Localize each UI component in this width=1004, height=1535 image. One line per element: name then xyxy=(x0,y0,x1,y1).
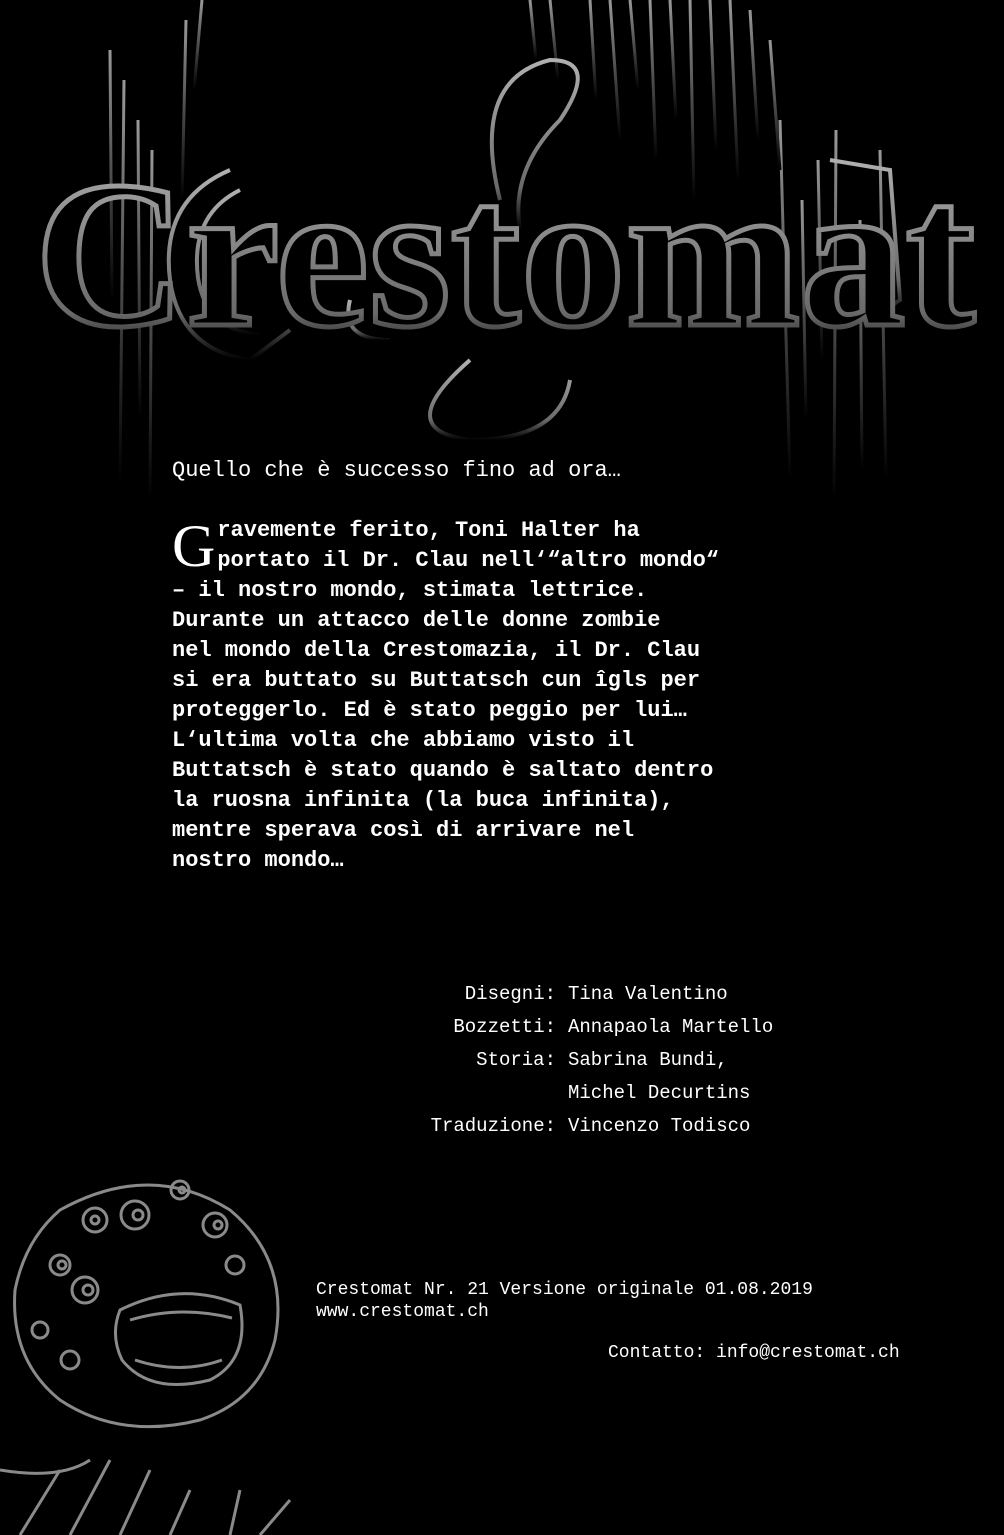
story-line: nostro mondo… xyxy=(172,848,344,873)
story-line: proteggerlo. Ed è stato peggio per lui… xyxy=(172,698,687,723)
website-link[interactable]: www.crestomat.ch xyxy=(316,1302,489,1322)
credit-name: Sabrina Bundi, xyxy=(568,1049,728,1071)
contact-email[interactable]: Contatto: info@crestomat.ch xyxy=(608,1343,900,1363)
credit-row xyxy=(400,1044,773,1077)
story-line: nel mondo della Crestomazia, il Dr. Clau xyxy=(172,638,701,663)
story-line: L‘ultima volta che abbiamo visto il xyxy=(172,728,635,753)
drop-cap: G xyxy=(172,513,216,579)
crestomat-logo xyxy=(34,0,976,510)
credit-role: Disegni: xyxy=(464,983,556,1005)
credit-row xyxy=(400,1077,773,1110)
credit-row xyxy=(400,1011,773,1044)
buttatsch-creature-illustration xyxy=(0,1170,300,1535)
credit-name: Annapaola Martello xyxy=(568,1016,774,1038)
credit-name: Michel Decurtins xyxy=(568,1082,751,1104)
story-line: – il nostro mondo, stimata lettrice. xyxy=(172,578,648,603)
credit-role xyxy=(400,1077,556,1110)
credit-role: Bozzetti: xyxy=(453,1016,556,1038)
story-line: Buttatsch è stato quando è saltato dentro xyxy=(172,758,714,783)
story-text xyxy=(172,513,812,876)
intro-heading: Quello che è successo fino ad ora… xyxy=(172,458,621,483)
credit-name: Vincenzo Todisco xyxy=(568,1115,751,1137)
edition-info xyxy=(316,1279,813,1323)
credit-role: Traduzione: xyxy=(430,1115,556,1137)
story-line: mentre sperava così di arrivare nel xyxy=(172,818,635,843)
story-line: ravemente ferito, Toni Halter ha xyxy=(217,518,640,543)
story-line: si era buttato su Buttatsch cun îgls per xyxy=(172,668,701,693)
story-line: la ruosna infinita (la buca infinita), xyxy=(172,788,674,813)
story-line: portato il Dr. Clau nell‘“altro mondo“ xyxy=(217,548,720,573)
credit-row xyxy=(400,978,773,1011)
credit-role: Storia: xyxy=(476,1049,556,1071)
credits-list xyxy=(400,978,773,1143)
credit-row xyxy=(400,1110,773,1143)
logo-wordmark: Crestomat xyxy=(34,139,976,371)
credit-name: Tina Valentino xyxy=(568,983,728,1005)
edition-line: Crestomat Nr. 21 Versione originale 01.08.2019 xyxy=(316,1280,813,1300)
story-line: Durante un attacco delle donne zombie xyxy=(172,608,661,633)
